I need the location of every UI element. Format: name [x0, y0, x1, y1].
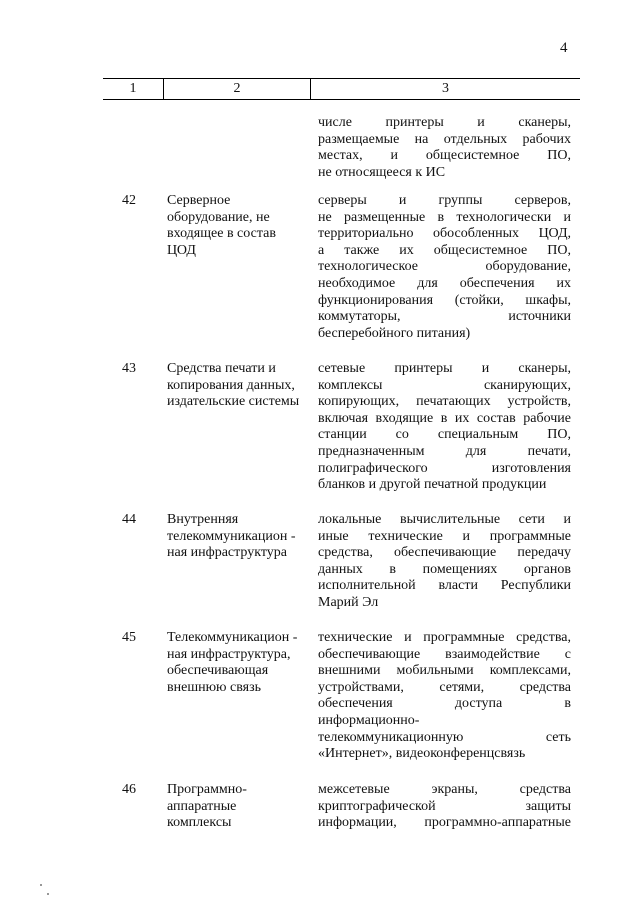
description-line: размещаемые на отдельных рабочих [318, 131, 571, 147]
description-line: технические и программные средства, [318, 630, 571, 645]
name-line: Внутренняя [167, 512, 239, 527]
name-line: обеспечивающая [167, 663, 269, 679]
header-col-2: 2 [233, 81, 241, 96]
name-line: ная инфраструктура, [167, 646, 291, 662]
description-line: сетевые принтеры и сканеры, [318, 361, 571, 376]
description-line: иные технические и программные [318, 528, 571, 544]
header-col-3: 3 [442, 81, 449, 96]
description-line: устройствами, сетями, средства [318, 679, 571, 695]
row-name [167, 630, 307, 696]
description-line: «Интернет», видеоконференцсвязь [318, 746, 526, 762]
row-name [167, 193, 307, 259]
description-line: территориально обособленных ЦОД, [318, 226, 571, 242]
description-line: не относящееся к ИС [318, 164, 446, 180]
row-description [318, 782, 571, 832]
description-line: полиграфического изготовления [318, 460, 571, 476]
description-line: криптографической защиты [318, 798, 571, 814]
description-line: исполнительной власти Республики [318, 578, 571, 594]
description-line: Марий Эл [318, 594, 379, 610]
description-line: бланков и другой печатной продукции [318, 477, 547, 493]
description-line: технологическое оборудование, [318, 259, 571, 275]
name-line: Программно- [167, 782, 247, 797]
name-line: оборудование, не [167, 209, 270, 225]
row-number: 46 [122, 782, 136, 797]
description-line: местах, и общесистемное ПО, [318, 148, 571, 164]
scan-speck [40, 884, 42, 886]
row-description [318, 630, 571, 763]
description-line: функционирования (стойки, шкафы, [318, 292, 571, 308]
name-line: входящее в состав [167, 226, 276, 242]
description-line: локальные вычислительные сети и [318, 512, 571, 527]
name-line: аппаратные [167, 798, 237, 814]
row-number: 45 [122, 630, 136, 645]
row-name [167, 782, 307, 832]
row-name [167, 361, 307, 411]
row-number: 42 [122, 193, 136, 208]
name-line: Телекоммуникацион - [167, 630, 298, 645]
row-number: 43 [122, 361, 136, 376]
description-line: коммутаторы, источники [318, 309, 571, 325]
row-number: 44 [122, 512, 136, 527]
name-line: Средства печати и [167, 361, 276, 376]
name-line: копирования данных, [167, 377, 295, 393]
description-line: телекоммуникационную сеть [318, 729, 571, 745]
description-line: числе принтеры и сканеры, [318, 115, 571, 130]
description-line: информации, программно-аппаратные [318, 815, 571, 831]
description-line: информационно- [318, 712, 420, 728]
name-line: телекоммуникацион - [167, 528, 296, 544]
row-description [318, 115, 571, 181]
name-line: ЦОД [167, 242, 196, 258]
name-line: внешнюю связь [167, 679, 262, 695]
description-line: данных в помещениях органов [318, 561, 571, 577]
description-line: а также их общесистемное ПО, [318, 242, 571, 258]
table-header [103, 78, 580, 100]
row-description [318, 361, 571, 494]
description-line: межсетевые экраны, средства [318, 782, 571, 797]
description-line: копирующих, печатающих устройств, [318, 394, 571, 410]
description-line: включая входящие в их состав рабочие [318, 410, 571, 426]
description-line: не размещенные в технологически и [318, 209, 571, 225]
scan-speck [47, 893, 49, 895]
description-line: обеспечивающие взаимодействие с [318, 646, 571, 662]
description-line: необходимое для обеспечения их [318, 275, 571, 291]
description-line: бесперебойного питания) [318, 325, 471, 341]
description-line: комплексы сканирующих, [318, 377, 571, 393]
name-line: Серверное [167, 193, 231, 208]
name-line: комплексы [167, 815, 232, 831]
description-line: средства, обеспечивающие передачу [318, 545, 571, 561]
description-line: предназначенным для печати, [318, 443, 571, 459]
page-number: 4 [560, 40, 568, 56]
name-line: ная инфраструктура [167, 545, 287, 561]
header-col-1: 1 [129, 81, 137, 96]
name-line: издательские системы [167, 394, 300, 410]
row-name [167, 512, 307, 562]
description-line: внешними мобильными комплексами, [318, 663, 571, 679]
description-line: станции со специальным ПО, [318, 427, 571, 443]
row-description [318, 512, 571, 612]
row-description [318, 193, 571, 342]
description-line: серверы и группы серверов, [318, 193, 571, 208]
description-line: обеспечения доступа в [318, 696, 571, 712]
